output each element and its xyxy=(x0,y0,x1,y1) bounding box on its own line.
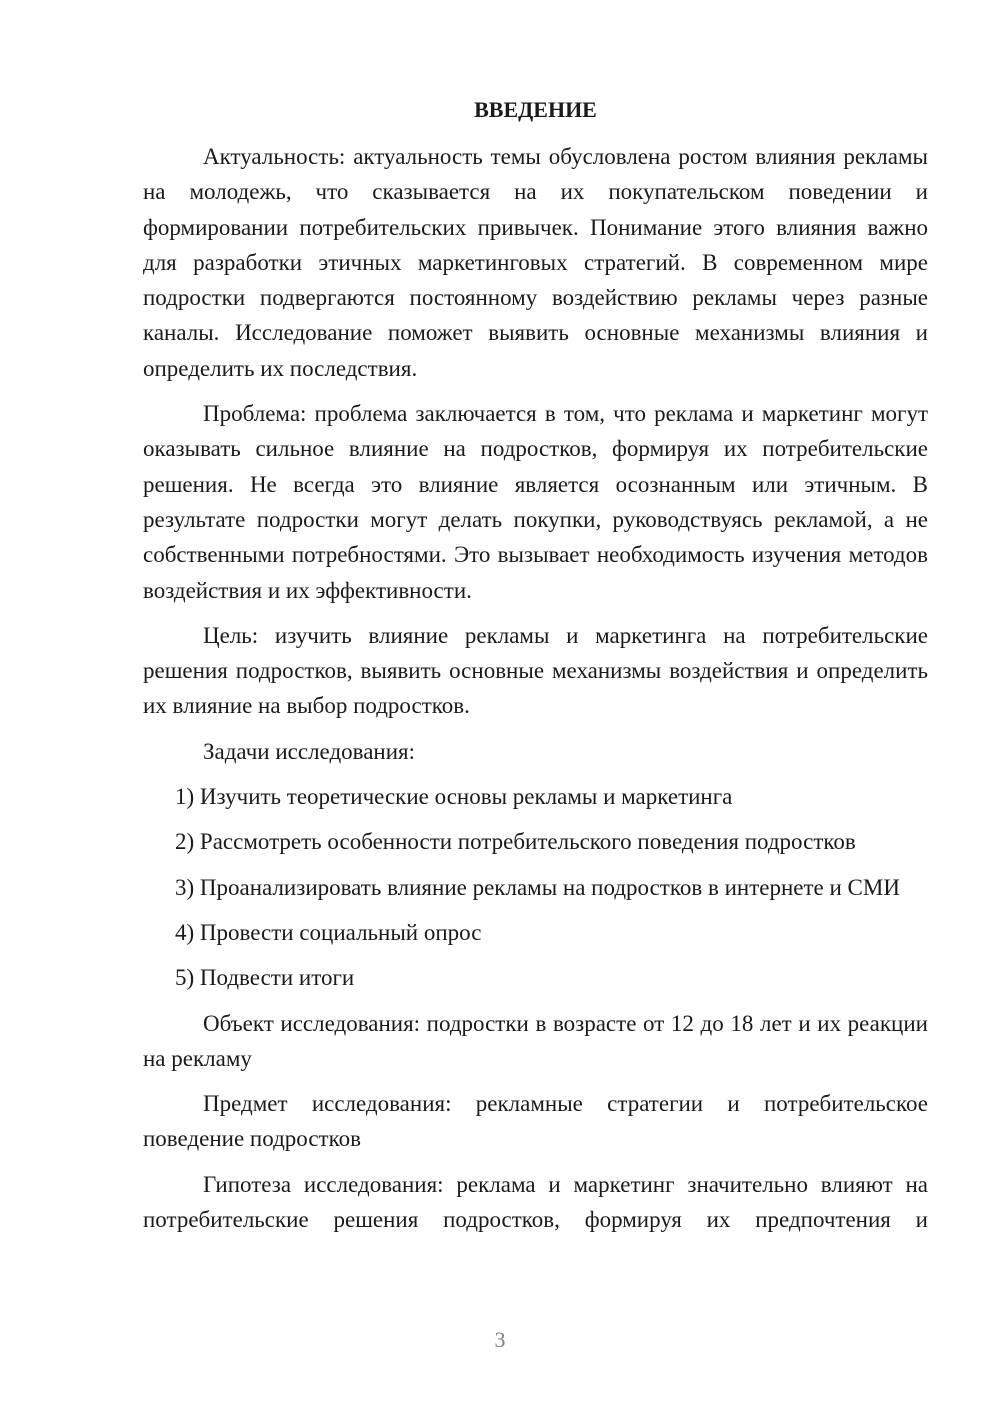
section-title: ВВЕДЕНИЕ xyxy=(474,97,597,122)
list-item: 2) Рассмотреть особенности потребительского поведения подростков xyxy=(175,829,856,855)
paragraph-hypothesis: Гипотеза исследования: реклама и маркетинг значительно влияют на потребительские решения подростков, формируя их предпочтения и xyxy=(143,1171,928,1233)
paragraph-relevance: Актуальность: актуальность темы обусловлена ростом влияния рекламы на молодежь, что сказывается на их покупательском поведении и формировании потребительских привычек. Понимание этого влияния важно для разработки этичных маркетинговых стратегий. В современном мире подростки подвергаются постоянному воздействию рекламы через разные каналы. Исследование поможет выявить основные механизмы влияния и определить их последствия. xyxy=(143,144,928,381)
list-item: 3) Проанализировать влияние рекламы на подростков в интернете и СМИ xyxy=(175,874,900,900)
page-content xyxy=(143,92,928,1247)
list-item: 1) Изучить теоретические основы рекламы и маркетинга xyxy=(175,784,733,810)
paragraph-goal: Цель: изучить влияние рекламы и маркетинга на потребительские решения подростков, выявить основные механизмы воздействия и определить их влияние на выбор подростков. xyxy=(143,622,928,719)
paragraph-problem: Проблема: проблема заключается в том, что реклама и маркетинг могут оказывать сильное влияние на подростков, формируя их потребительские решения. Не всегда это влияние является осознанным или этичным. В результате подростки могут делать покупки, руководствуясь рекламой, а не собственными потребностями. Это вызывает необходимость изучения методов воздействия и их эффективности. xyxy=(143,401,928,603)
paragraph-tasks-heading: Задачи исследования: xyxy=(203,738,416,764)
list-item: 5) Подвести итоги xyxy=(175,965,355,991)
paragraph-object: Объект исследования: подростки в возрасте от 12 до 18 лет и их реакции на рекламу xyxy=(143,1010,928,1071)
list-item: 4) Провести социальный опрос xyxy=(175,919,482,945)
page-number: 3 xyxy=(494,1327,506,1352)
paragraph-subject: Предмет исследования: рекламные стратегии и потребительское поведение подростков xyxy=(143,1091,928,1152)
